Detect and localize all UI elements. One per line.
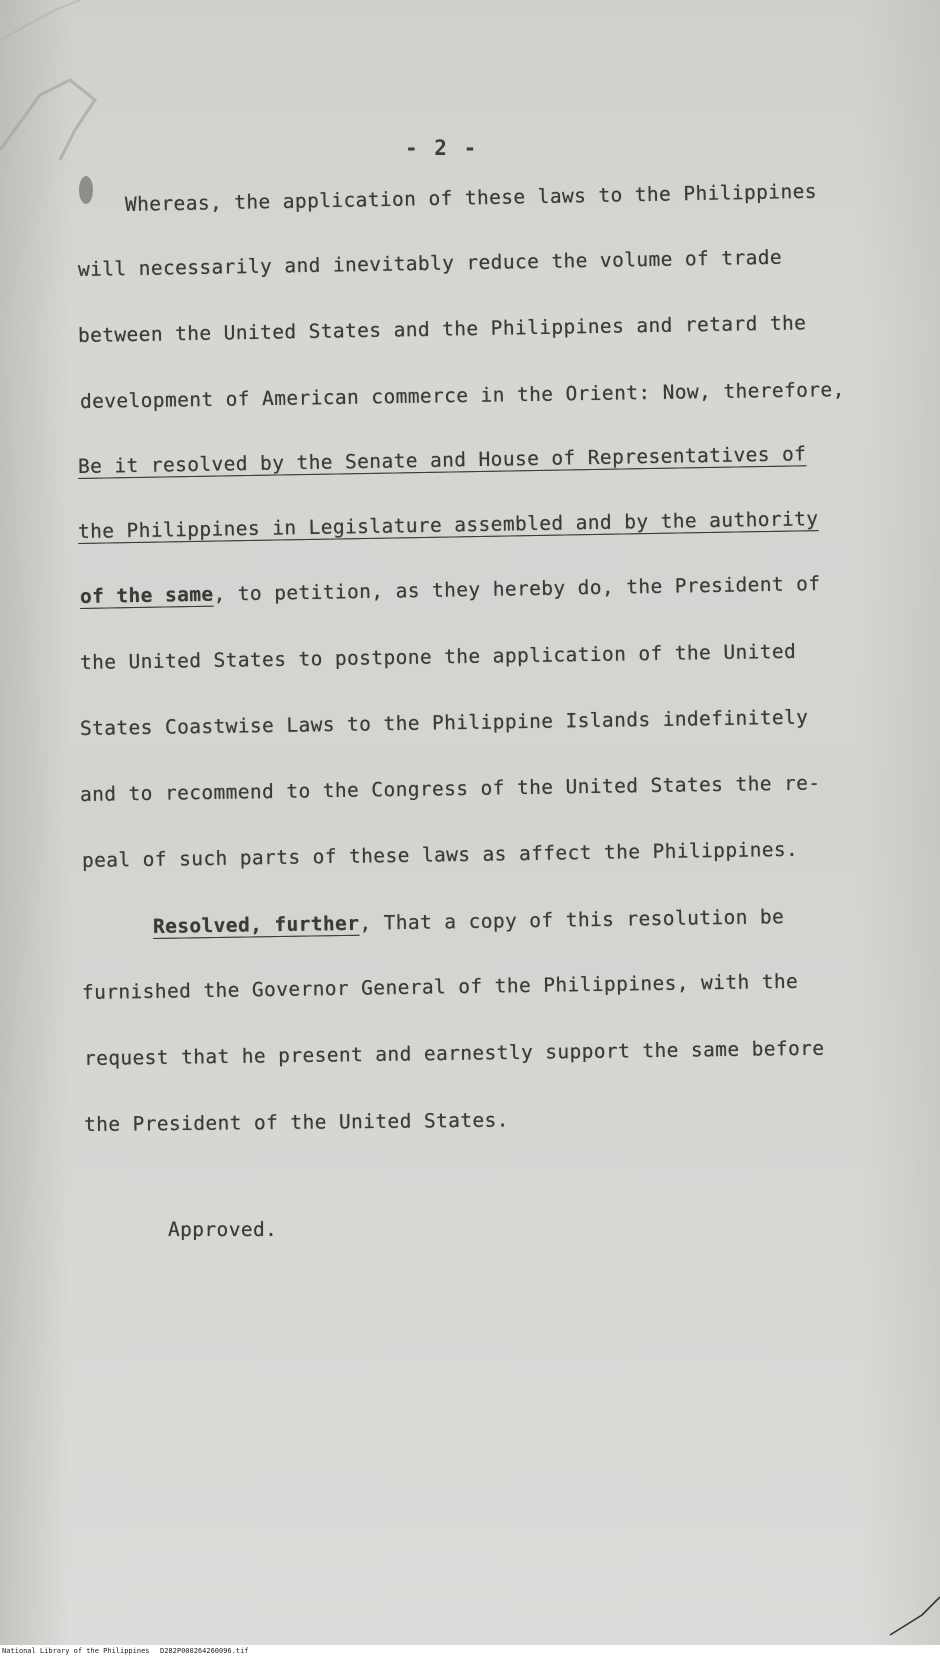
- page-number: - 2 -: [405, 136, 479, 160]
- resolution-clause-line: Be it resolved by the Senate and House of Representatives of: [77, 442, 807, 478]
- text-line: and to recommend to the Congress of the United States the re-: [79, 771, 821, 806]
- text-line: peal of such parts of these laws as affect the Philippines.: [81, 837, 799, 872]
- closing-text: Approved.: [168, 1218, 278, 1241]
- text-segment: , to petition, as they hereby do, the President of: [213, 572, 821, 606]
- text-line: between the United States and the Philippines and retard the: [77, 311, 807, 347]
- underlined-phrase: of the same: [79, 582, 214, 608]
- text-line: request that he present and earnestly support the same before: [83, 1036, 825, 1070]
- institution-label: National Library of the Philippines: [2, 1647, 150, 1655]
- text-line: will necessarily and inevitably reduce the volume of trade: [77, 245, 783, 281]
- text-line: development of American commerce in the Orient: Now, therefore,: [79, 377, 845, 413]
- page-shadow-left: [0, 0, 70, 1645]
- page-shadow-right: [860, 0, 940, 1645]
- text-line: furnished the Governor General of the Philippines, with the: [81, 969, 799, 1004]
- scan-footer: [0, 1645, 940, 1658]
- text-line: [80, 572, 821, 608]
- text-line: the United States to postpone the application of the United: [79, 639, 797, 674]
- pen-stroke-mark: [880, 1585, 940, 1645]
- underlined-phrase: Resolved, further: [152, 911, 360, 938]
- file-name-label: D282P000264260096.tif: [160, 1647, 249, 1655]
- text-line: [153, 905, 785, 938]
- text-line: Whereas, the application of these laws to the Philippines: [124, 179, 818, 216]
- torn-corner-mark: [0, 0, 120, 170]
- text-segment: , That a copy of this resolution be: [359, 905, 785, 935]
- resolution-clause-line: the Philippines in Legislature assembled and by the authority: [77, 507, 819, 543]
- ink-blot-mark: [76, 170, 96, 210]
- text-line: States Coastwise Laws to the Philippine Islands indefinitely: [79, 705, 809, 740]
- text-line: the President of the United States.: [83, 1108, 510, 1136]
